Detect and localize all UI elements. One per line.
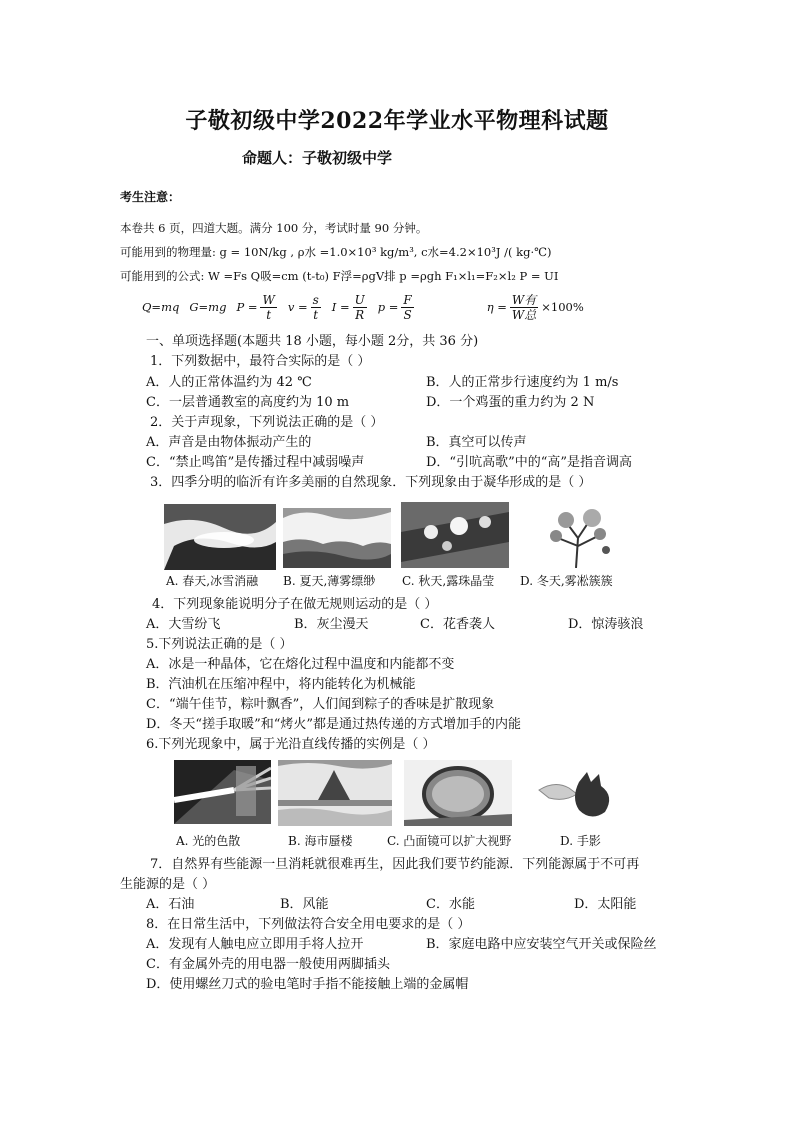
q2-stem: 2．关于声现象，下列说法正确的是（ ）	[150, 415, 384, 430]
q4-stem: 4．下列现象能说明分子在做无规则运动的是（ ）	[152, 597, 438, 612]
q5-option-c: C．“端午佳节，粽叶飘香”，人们闻到粽子的香味是扩散现象	[146, 697, 495, 712]
formula-speed-fraction: $\frac{s}{t}$	[312, 292, 319, 322]
page-title: 子敬初级中学2022年学业水平物理科试题	[185, 108, 609, 134]
q6-option-c: C. 凸面镜可以扩大视野	[387, 834, 512, 848]
q5-option-a: A．冰是一种晶体，它在熔化过程中温度和内能都不变	[146, 657, 455, 672]
q4-option-d: D．惊涛骇浪	[568, 617, 644, 632]
q4-option-a: A．大雪纷飞	[146, 617, 221, 632]
formula-efficiency-fraction: $\frac{\text{W有}}{\text{W总}}$	[511, 292, 537, 322]
q7-stem-line-2: 生能源的是（ ）	[120, 877, 216, 892]
notice-heading: 考生注意：	[120, 190, 181, 204]
q3-image-c-dew	[401, 502, 509, 568]
formula-current-label: I =	[331, 300, 350, 314]
q1-option-d: D．一个鸡蛋的重力约为 2 N	[426, 395, 595, 410]
formula-heat: Q=mq	[142, 300, 180, 314]
q1-option-c: C．一层普通教室的高度约为 10 m	[146, 395, 350, 410]
formula-current-fraction: $\frac{U}{R}$	[354, 292, 365, 322]
formula-gravity: G=mg	[189, 300, 227, 314]
q6-option-d: D. 手影	[560, 834, 601, 848]
q2-option-b: B．真空可以传声	[426, 435, 527, 450]
q1-stem: 1．下列数据中，最符合实际的是（ ）	[150, 354, 371, 369]
q7-option-c: C．水能	[426, 897, 475, 912]
q3-option-b: B. 夏天,薄雾缥缈	[283, 574, 376, 588]
formula-power-label: P =	[236, 300, 258, 314]
q3-image-a-melting-ice	[164, 504, 276, 570]
q6-image-d-hand-shadow	[535, 768, 617, 826]
q7-option-d: D．太阳能	[574, 897, 637, 912]
constants-line: 可能用到的物理量: g = 10N/kg , ρ水 =1.0×10³ kg/m³, c水=4.2×10³J /( kg·℃)	[120, 245, 552, 259]
q8-option-b: B．家庭电路中应安装空气开关或保险丝	[426, 937, 657, 952]
q3-image-b-mist	[283, 508, 391, 568]
q6-option-a: A. 光的色散	[176, 834, 241, 848]
formula-power-fraction: $\frac{W}{t}$	[262, 292, 275, 322]
section-heading: 一、单项选择题(本题共 18 小题，每小题 2分，共 36 分)	[146, 334, 479, 349]
q3-stem: 3．四季分明的临沂有许多美丽的自然现象．下列现象由于凝华形成的是（ ）	[150, 475, 592, 490]
q8-option-a: A．发现有人触电应立即用手将人拉开	[146, 937, 364, 952]
formulas-line-1: 可能用到的公式: W =Fs Q吸=cm (t-t₀) F浮=ρgV排 p =ρgh F₁×l₁=F₂×l₂ P = UI	[120, 269, 559, 283]
q4-option-b: B．灰尘漫天	[294, 617, 369, 632]
formula-pressure-label: p =	[377, 300, 399, 314]
q6-image-c-convex-mirror	[404, 760, 512, 826]
q6-stem: 6.下列光现象中，属于光沿直线传播的实例是（ ）	[146, 737, 436, 752]
q1-option-b: B．人的正常步行速度约为 1 m/s	[426, 375, 619, 390]
q2-option-d: D．“引吭高歌”中的“高”是指音调高	[426, 455, 633, 470]
q8-option-c: C．有金属外壳的用电器一般使用两脚插头	[146, 957, 390, 972]
author-line: 命题人：子敬初级中学	[242, 149, 393, 167]
formula-efficiency-label: η =	[486, 300, 507, 314]
q7-option-b: B．风能	[280, 897, 329, 912]
q2-option-a: A．声音是由物体振动产生的	[146, 435, 312, 450]
q3-option-d: D. 冬天,雾凇簇簇	[520, 574, 613, 588]
q1-option-a: A．人的正常体温约为 42 ℃	[146, 375, 312, 390]
formulas-line-2	[142, 290, 584, 324]
q5-option-d: D．冬天“搓手取暖”和“烤火”都是通过热传递的方式增加手的内能	[146, 717, 522, 732]
q6-option-b: B. 海市蜃楼	[288, 834, 353, 848]
q2-option-c: C．“禁止鸣笛”是传播过程中减弱噪声	[146, 455, 365, 470]
q3-image-d-rime-tree	[538, 502, 616, 568]
formula-efficiency-suffix: ×100%	[541, 300, 584, 314]
notice-line: 本卷共 6 页，四道大题。满分 100 分，考试时量 90 分钟。	[120, 221, 428, 235]
q8-stem: 8．在日常生活中，下列做法符合安全用电要求的是（ ）	[146, 917, 471, 932]
q6-image-a-prism	[174, 760, 271, 824]
q6-image-b-mirage	[278, 760, 392, 826]
q8-option-d: D．使用螺丝刀式的验电笔时手指不能接触上端的金属帽	[146, 977, 469, 992]
q5-stem: 5.下列说法正确的是（ ）	[146, 637, 293, 652]
q5-option-b: B．汽油机在压缩冲程中，将内能转化为机械能	[146, 677, 416, 692]
formula-pressure-fraction: $\frac{F}{S}$	[403, 292, 412, 322]
q3-option-c: C. 秋天,露珠晶莹	[402, 574, 495, 588]
q4-option-c: C．花香袭人	[420, 617, 495, 632]
q7-stem-line-1: 7．自然界有些能源一旦消耗就很难再生，因此我们要节约能源．下列能源属于不可再	[150, 857, 640, 872]
q7-option-a: A．石油	[146, 897, 195, 912]
formula-speed-label: v =	[287, 300, 308, 314]
q3-option-a: A. 春天,冰雪消融	[166, 574, 259, 588]
